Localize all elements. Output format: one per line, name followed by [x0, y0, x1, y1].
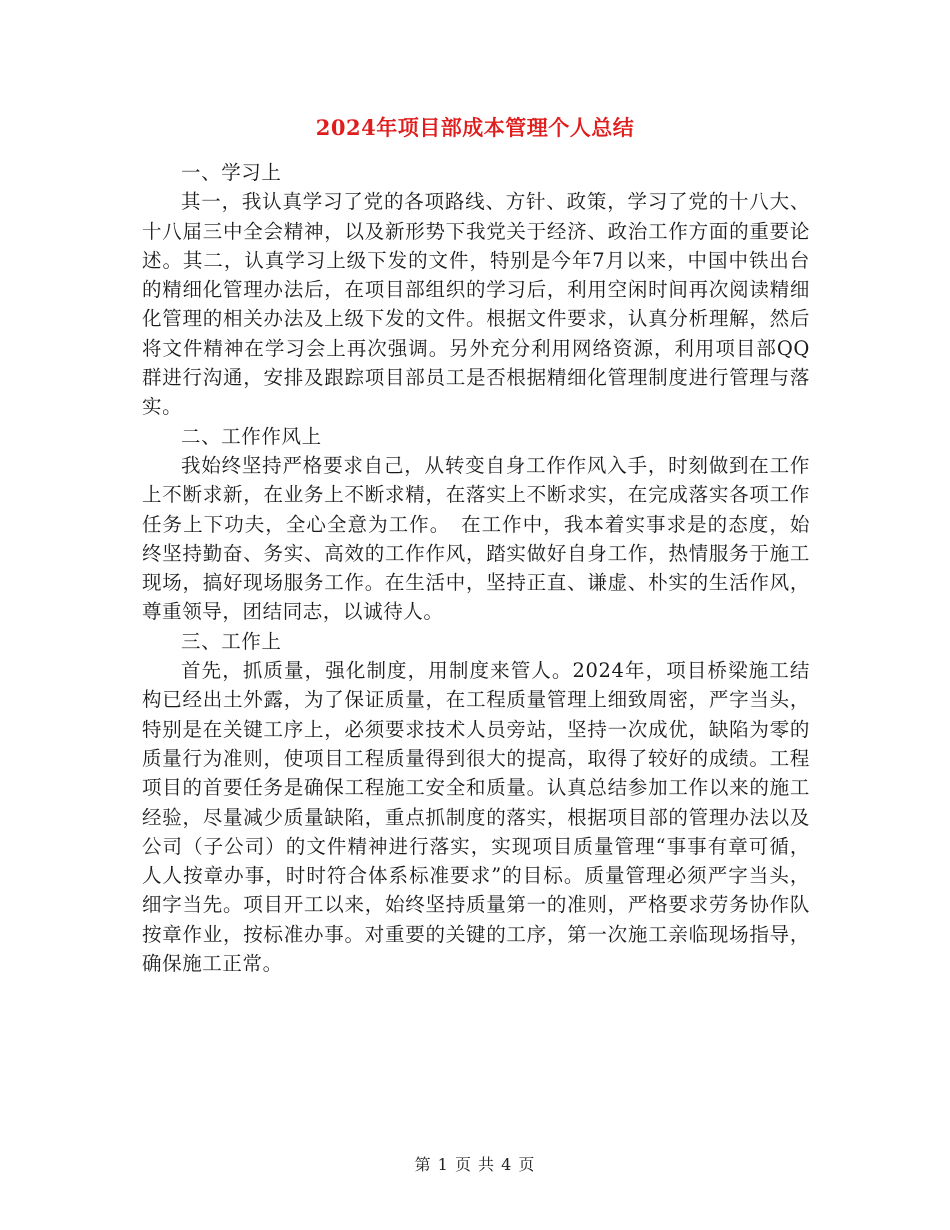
section-heading-work-style: 二、工作作风上 — [181, 424, 322, 448]
paragraph-work: 首先，抓质量，强化制度，用制度来管人。2024年，项目桥梁施工结构已经出土外露，为了保证质量，在工程质量管理上细致周密，严字当头，特别是在关键工序上，必须要求技术人员旁站，坚持一次成优，缺陷为零的质量行为准则，使项目工程质量得到很大的提高，取得了较好的成绩。工程项目的首要任务是确保工程施工安全和质量。认真总结参加工作以来的施工经验，尽量减少质量缺陷，重点抓制度的落实，根据项目部的管理办法以及公司（子公司）的文件精神进行落实，实现项目质量管理“事事有章可循，人人按章办事，时时符合体系标准要求”的目标。质量管理必须严字当头，细字当先。项目开工以来，始终坚持质量第一的准则，严格要求劳务协作队按章作业，按标准办事。对重要的关键的工序，第一次施工亲临现场指导，确保施工正常。 — [142, 659, 810, 976]
section-heading-study: 一、学习上 — [181, 161, 282, 184]
page-number-footer: 第 1 页 共 4 页 — [414, 1155, 536, 1174]
paragraph-study: 其一，我认真学习了党的各项路线、方针、政策，学习了党的十八大、十八届三中全会精神，以及新形势下我党关于经济、政治工作方面的重要论述。其二，认真学习上级下发的文件，特别是今年7月以来，中国中铁出台的精细化管理办法后，在项目部组织的学习后，利用空闲时间再次阅读精细化管理的相关办法及上级下发的文件。根据文件要求，认真分析理解，然后将文件精神在学习会上再次强调。另外充分利用网络资源，利用项目部QQ群进行沟通，安排及跟踪项目部员工是否根据精细化管理制度进行管理与落实。 — [142, 190, 810, 419]
paragraph-work-style: 我始终坚持严格要求自己，从转变自身工作作风入手，时刻做到在工作上不断求新，在业务上不断求精，在落实上不断求实，在完成落实各项工作任务上下功夫，全心全意为工作。 在工作中，我本着实事求是的态度，始终坚持勤奋、务实、高效的工作作风，踏实做好自身工作，热情服务于施工现场，搞好现场服务工作。在生活中，坚持正直、谦虚、朴实的生活作风，尊重领导，团结同志，以诚待人。 — [142, 453, 810, 624]
document-title: 2024年项目部成本管理个人总结 — [315, 115, 635, 140]
section-heading-work: 三、工作上 — [181, 629, 282, 653]
document-body — [142, 158, 810, 978]
